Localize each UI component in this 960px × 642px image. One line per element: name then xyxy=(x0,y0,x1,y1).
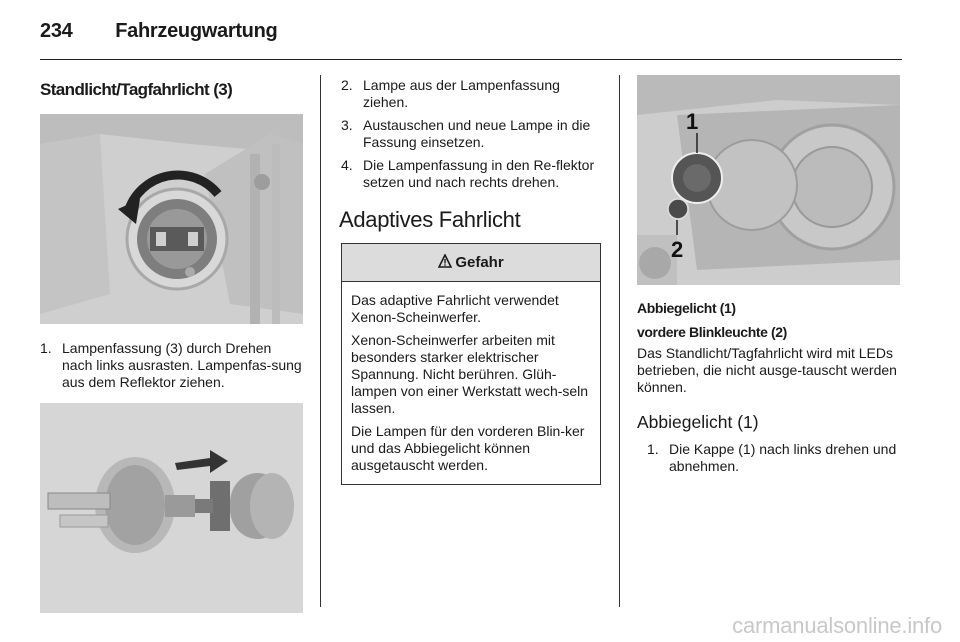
warning-box xyxy=(341,243,601,485)
illustration-lamp-socket-removal xyxy=(40,114,303,324)
page-title: Fahrzeugwartung xyxy=(115,20,278,42)
list-item: 3. Austauschen und neue Lampe in die Fassung einsetzen. xyxy=(341,117,591,150)
illustration-headlamp xyxy=(637,75,900,285)
caption-blinkleuchte: vordere Blinkleuchte (2) xyxy=(637,324,787,340)
column-1 xyxy=(40,75,303,613)
figure-label-1: 1 xyxy=(686,109,699,134)
paragraph-standlicht-leds: Das Standlicht/Tagfahrlicht wird mit LEDs betrieben, die nicht ausge-tauscht werden können. xyxy=(637,345,897,395)
section-heading-standlicht: Standlicht/Tagfahrlicht (3) xyxy=(40,80,233,99)
caption-abbiegelicht: Abbiegelicht (1) xyxy=(637,300,736,316)
list-item: 1. Die Kappe (1) nach links drehen und abnehmen. xyxy=(647,441,897,474)
column-2 xyxy=(341,75,601,485)
figure-label-2: 2 xyxy=(671,237,684,262)
warning-paragraph: Das adaptive Fahrlicht verwendet Xenon-Scheinwerfer. xyxy=(351,292,559,325)
column-3 xyxy=(637,75,902,475)
page-header xyxy=(40,20,277,43)
illustration-lamp-pull-out xyxy=(40,403,303,613)
warning-title: Gefahr xyxy=(455,254,504,271)
warning-paragraph: Die Lampen für den vorderen Blin-ker und das Abbiegelicht können ausgetauscht werden. xyxy=(351,423,585,473)
warning-paragraph: Xenon-Scheinwerfer arbeiten mit besonders starker elektrischer Spannung. Nicht berühren. Glüh-lampen von einer Werkstatt wech-seln lassen. xyxy=(351,332,589,416)
section-heading-adaptives-fahrlicht: Adaptives Fahrlicht xyxy=(339,207,521,232)
section-heading-abbiegelicht: Abbiegelicht (1) xyxy=(637,412,759,432)
list-item: 2. Lampe aus der Lampenfassung ziehen. xyxy=(341,77,560,110)
list-item: 4. Die Lampenfassung in den Re-flektor setzen und nach rechts drehen. xyxy=(341,157,595,190)
header-rule xyxy=(40,59,902,60)
warning-triangle-icon xyxy=(438,254,452,272)
warning-header xyxy=(342,244,600,282)
column-divider-left xyxy=(320,75,321,607)
page-number: 234 xyxy=(40,20,73,42)
column-divider-right xyxy=(619,75,620,607)
watermark: carmanualsonline.info xyxy=(732,613,942,638)
list-item: 1. Lampenfassung (3) durch Drehen nach links ausrasten. Lampenfas-sung aus dem Reflektor ziehen. xyxy=(40,340,302,390)
